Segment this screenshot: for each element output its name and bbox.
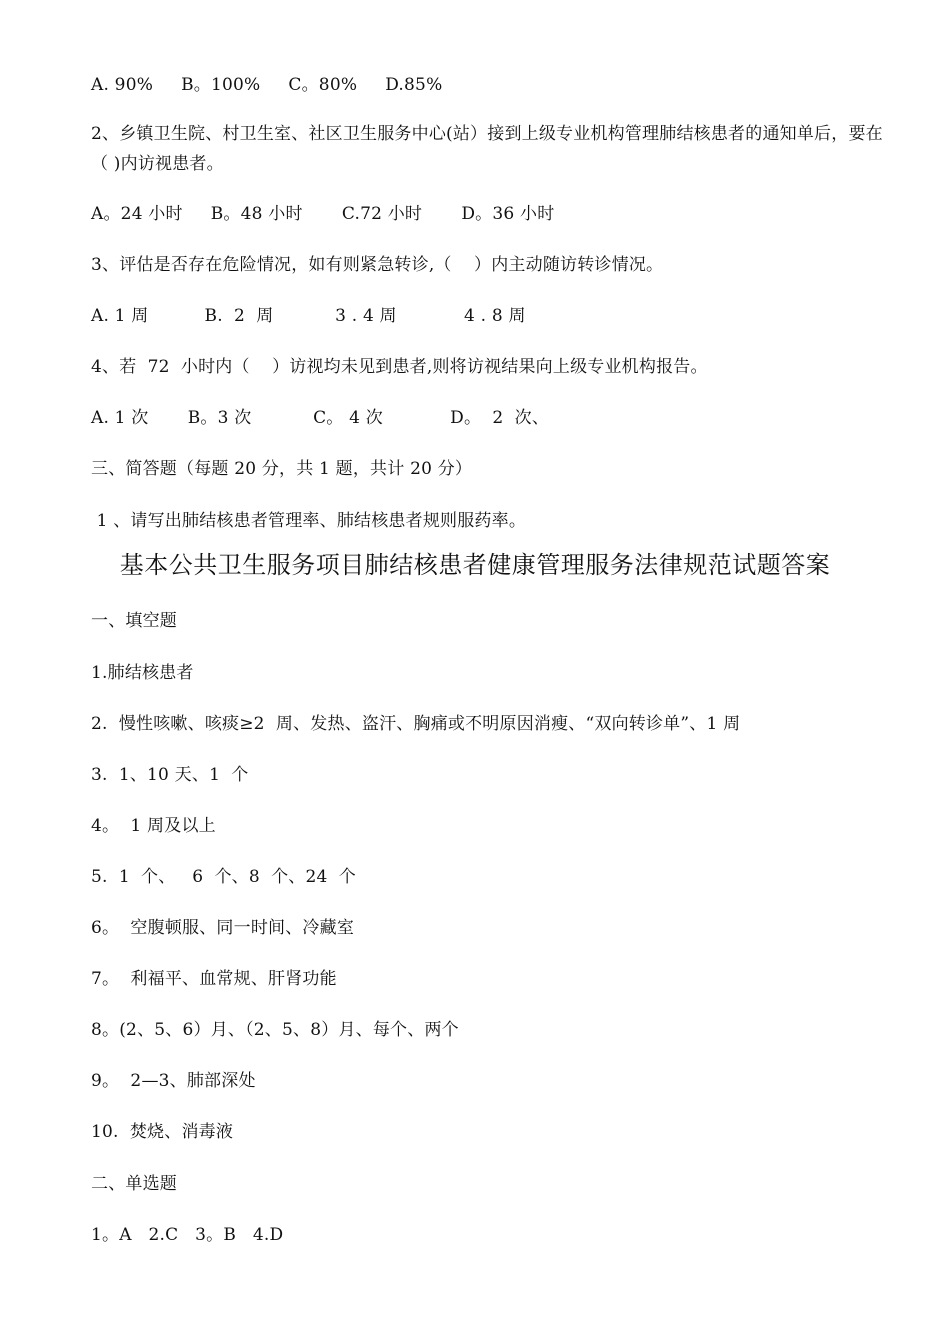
fill-blank-header: 一、填空题	[91, 611, 177, 631]
fill-answer-9: 9。 2—3、肺部深处	[91, 1071, 256, 1091]
q2-question: 2、乡镇卫生院、村卫生室、社区卫生服务中心(站）接到上级专业机构管理肺结核患者的通知单后，要在（ )内访视患者。	[91, 124, 883, 174]
q4-options: A. 1 次 B。3 次 C。 4 次 D。 2 次、	[91, 408, 550, 428]
fill-answer-7: 7。 利福平、血常规、肝肾功能	[91, 969, 337, 989]
single-choice-answers: 1。A 2.C 3。B 4.D	[91, 1225, 284, 1245]
short-answer-question: 1 、请写出肺结核患者管理率、肺结核患者规则服药率。	[91, 511, 527, 531]
fill-answer-4: 4。 1 周及以上	[91, 816, 216, 836]
fill-answer-5: 5. 1 个、 6 个、8 个、24 个	[91, 867, 356, 887]
fill-answer-1: 1.肺结核患者	[91, 663, 194, 683]
answer-title: 基本公共卫生服务项目肺结核患者健康管理服务法律规范试题答案	[119, 551, 831, 579]
q3-question: 3、评估是否存在危险情况，如有则紧急转诊,（ ）内主动随访转诊情况。	[91, 255, 664, 275]
q4-question: 4、若 72 小时内（ ）访视均未见到患者,则将访视结果向上级专业机构报告。	[91, 357, 708, 377]
fill-answer-3: 3. 1、10 天、1 个	[91, 765, 249, 785]
q3-options: A. 1 周 B. 2 周 3 . 4 周 4 . 8 周	[91, 306, 526, 326]
short-answer-header: 三、简答题（每题 20 分，共 1 题，共计 20 分）	[91, 459, 473, 479]
fill-answer-6: 6。 空腹顿服、同一时间、冷藏室	[91, 918, 355, 938]
q1-options: A. 90% B。100% C。80% D.85%	[91, 75, 443, 95]
fill-answer-2: 2. 慢性咳嗽、咳痰≥2 周、发热、盗汗、胸痛或不明原因消瘦、“双向转诊单”、1 周	[91, 714, 741, 734]
q2-options: A。24 小时 B。48 小时 C.72 小时 D。36 小时	[91, 204, 555, 224]
fill-answer-8: 8。(2、5、6）月、（2、5、8）月、每个、两个	[91, 1020, 459, 1040]
single-choice-header: 二、单选题	[91, 1174, 177, 1194]
fill-answer-10: 10. 焚烧、消毒液	[91, 1122, 234, 1142]
